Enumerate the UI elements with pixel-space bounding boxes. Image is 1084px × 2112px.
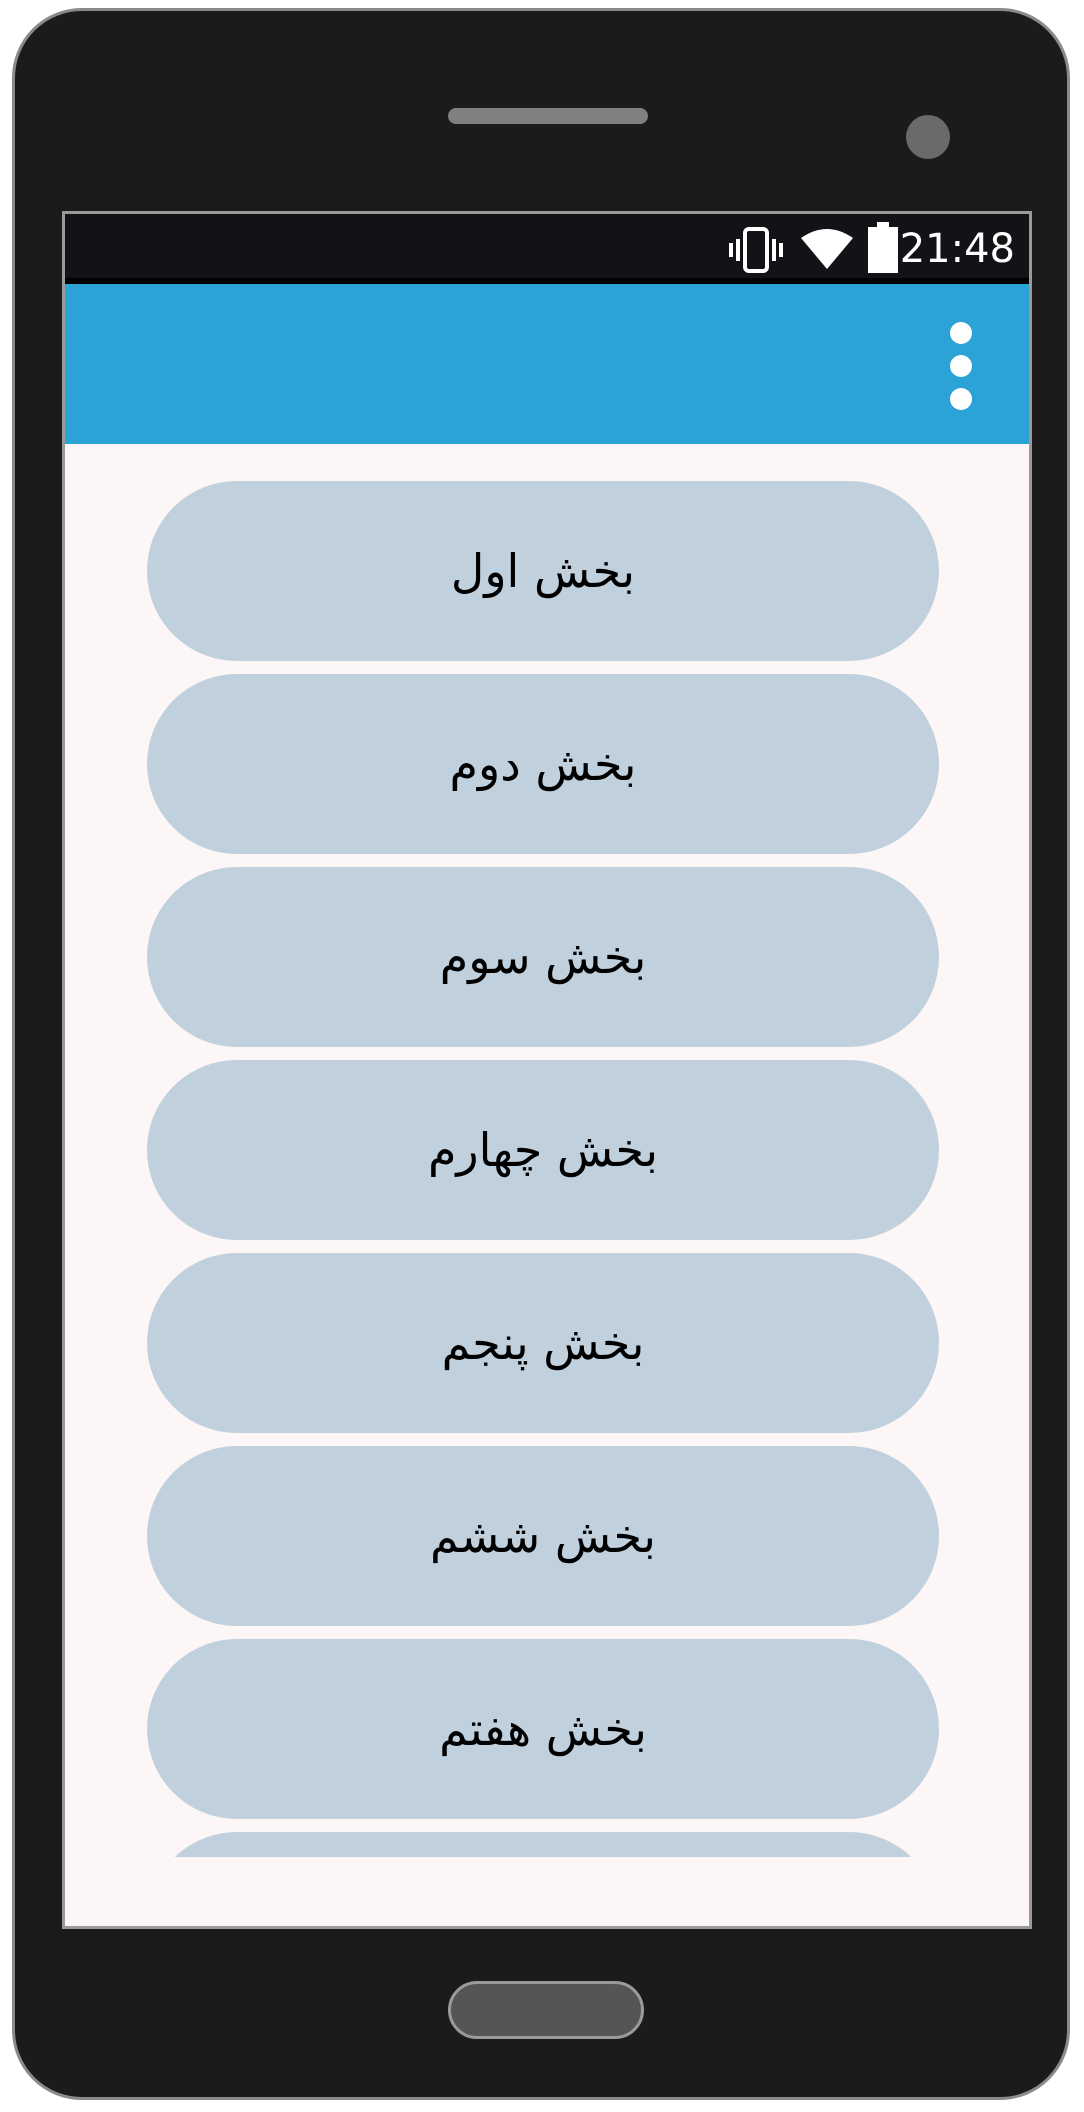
home-button[interactable] — [448, 1981, 644, 2039]
section-button-2[interactable]: بخش دوم — [147, 674, 939, 854]
vibrate-icon — [728, 226, 784, 274]
phone-camera — [906, 115, 950, 159]
section-button-5[interactable]: بخش پنجم — [147, 1253, 939, 1433]
wifi-icon — [800, 228, 854, 270]
device-screen — [62, 211, 1032, 1929]
section-button-4[interactable]: بخش چهارم — [147, 1060, 939, 1240]
section-button-1[interactable]: بخش اول — [147, 481, 939, 661]
section-button-8[interactable] — [147, 1832, 939, 1857]
status-bar — [65, 214, 1029, 284]
phone-frame — [12, 8, 1070, 2100]
phone-speaker — [448, 108, 648, 124]
more-vert-icon[interactable] — [949, 322, 973, 412]
battery-icon — [867, 222, 899, 274]
section-button-7[interactable]: بخش هفتم — [147, 1639, 939, 1819]
status-time: 21:48 — [899, 226, 1015, 272]
app-bar — [65, 284, 1029, 444]
section-button-6[interactable]: بخش ششم — [147, 1446, 939, 1626]
section-button-3[interactable]: بخش سوم — [147, 867, 939, 1047]
section-list — [65, 444, 1029, 1857]
